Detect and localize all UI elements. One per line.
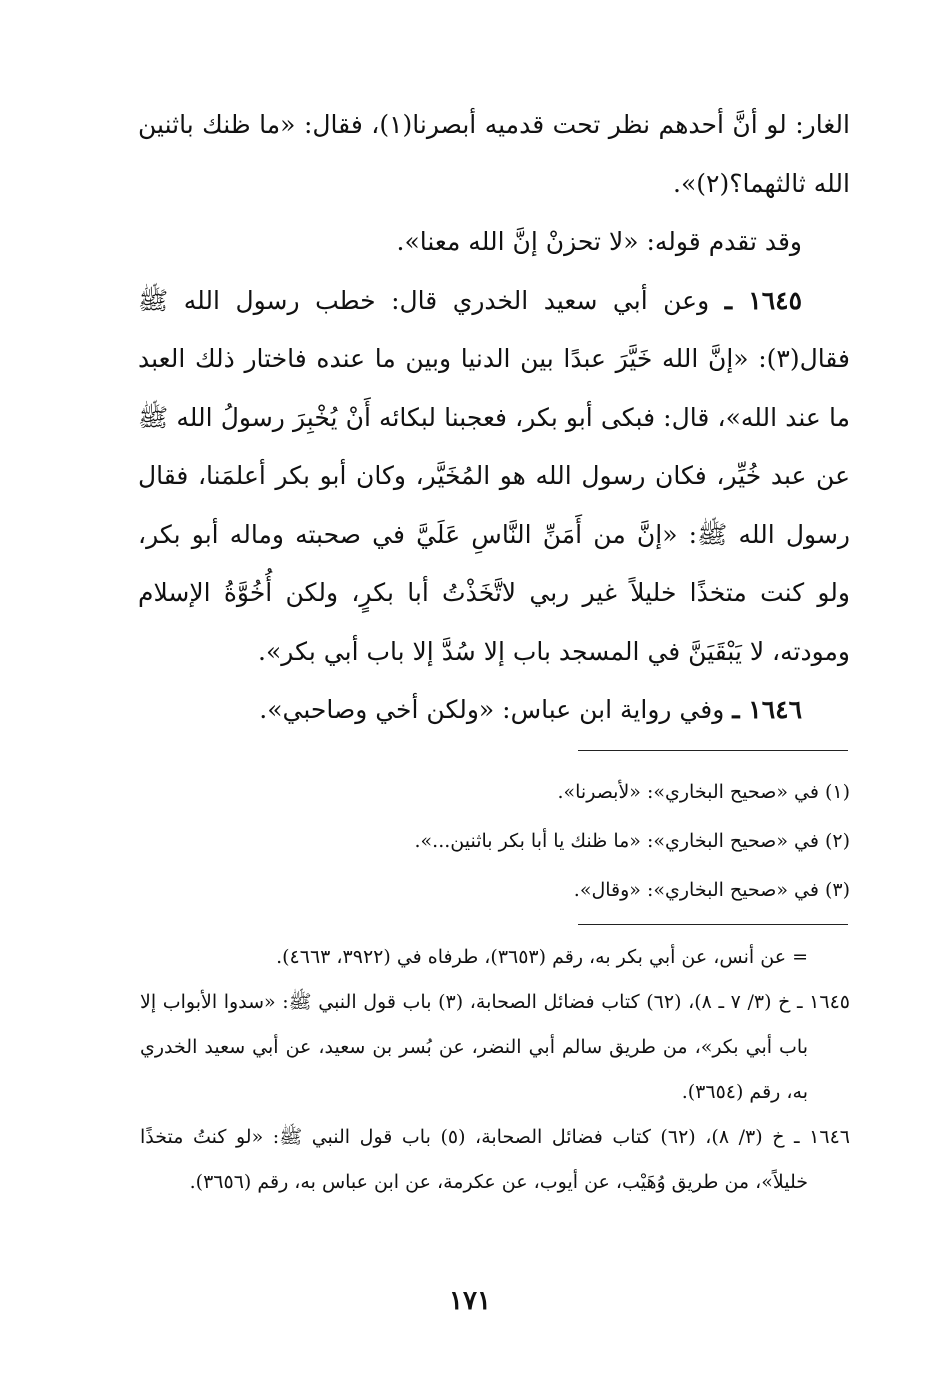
page-number: ١٧١ (449, 1286, 491, 1316)
paragraph-cave: الغار: لو أنَّ أحدهم نظر تحت قدميه أبصرنا(١)، فقال: «ما ظنك باثنين الله ثالثهما؟(٢)». (138, 110, 850, 198)
hadith-text: وفي رواية ابن عباس: «ولكن أخي وصاحبي». (259, 695, 725, 724)
takhrij-divider (578, 924, 848, 925)
hadith-number: ١٦٤٥ ـ (724, 285, 802, 315)
hadith-1645 (138, 272, 850, 682)
paragraph-quran-quote: وقد تقدم قوله: «لا تحزنْ إنَّ الله معنا». (396, 227, 802, 256)
hadith-number: ١٦٤٦ ـ (732, 695, 802, 724)
hadith-text: وعن أبي سعيد الخدري قال: خطب رسول الله ﷺ فقال(٣): «إنَّ الله خَيَّرَ عبدًا بين الدنيا وبين ما عنده فاختار ذلك العبد ما عند الله»، قال: فبكى أبو بكر، فعجبنا لبكائه أَنْ يُخْبِرَ رسولُ الله ﷺ عن عبد خُيِّر، فكان رسول الله هو المُخَيَّر، وكان أبو بكر أعلمَنا، فقال رسول الله ﷺ: «إنَّ من أَمَنِّ النَّاسِ عَلَيَّ في صحبته وماله أبو بكر، ولو كنت متخذًا خليلاً غير ربي لاتَّخَذْتُ أبا بكرٍ، ولكن أُخُوَّةُ الإسلام ومودته، لا يَبْقَيَنَّ في المسجد باب إلا سُدَّ إلا باب أبي بكر». (138, 285, 850, 666)
footnote-3: (٣) في «صحيح البخاري»: «وقال». (573, 879, 850, 901)
main-text (138, 96, 850, 740)
takhrij-1646: ١٦٤٦ ـ خ (٣/ ٨)، (٦٢) كتاب فضائل الصحابة، (٥) باب قول النبي ﷺ: «لو كنتُ متخذًا خليلاً»، من طريق وُهَيْب، عن أيوب، عن عكرمة، عن ابن عباس به، رقم (٣٦٥٦). (140, 1126, 850, 1193)
footnote-2: (٢) في «صحيح البخاري»: «ما ظنك يا أبا بكر باثنين...». (414, 830, 850, 852)
takhrij-1645: ١٦٤٥ ـ خ (٣/ ٧ ـ ٨)، (٦٢) كتاب فضائل الصحابة، (٣) باب قول النبي ﷺ: «سدوا الأبواب إلا باب أبي بكر»، من طريق سالم أبي النضر، عن بُسر بن سعيد، عن أبي سعيد الخدري به، رقم (٣٦٥٤). (140, 991, 850, 1103)
hadith-1646 (138, 681, 850, 740)
footnote-1: (١) في «صحيح البخاري»: «لأبصرنا». (557, 781, 850, 803)
footnotes (140, 768, 850, 915)
takhrij-notes (140, 935, 850, 1205)
takhrij-continuation: = عن أنس، عن أبي بكر به، رقم (٣٦٥٣)، طرفاه في (٣٩٢٢، ٤٦٦٣). (276, 946, 808, 968)
footnote-divider (578, 750, 848, 751)
